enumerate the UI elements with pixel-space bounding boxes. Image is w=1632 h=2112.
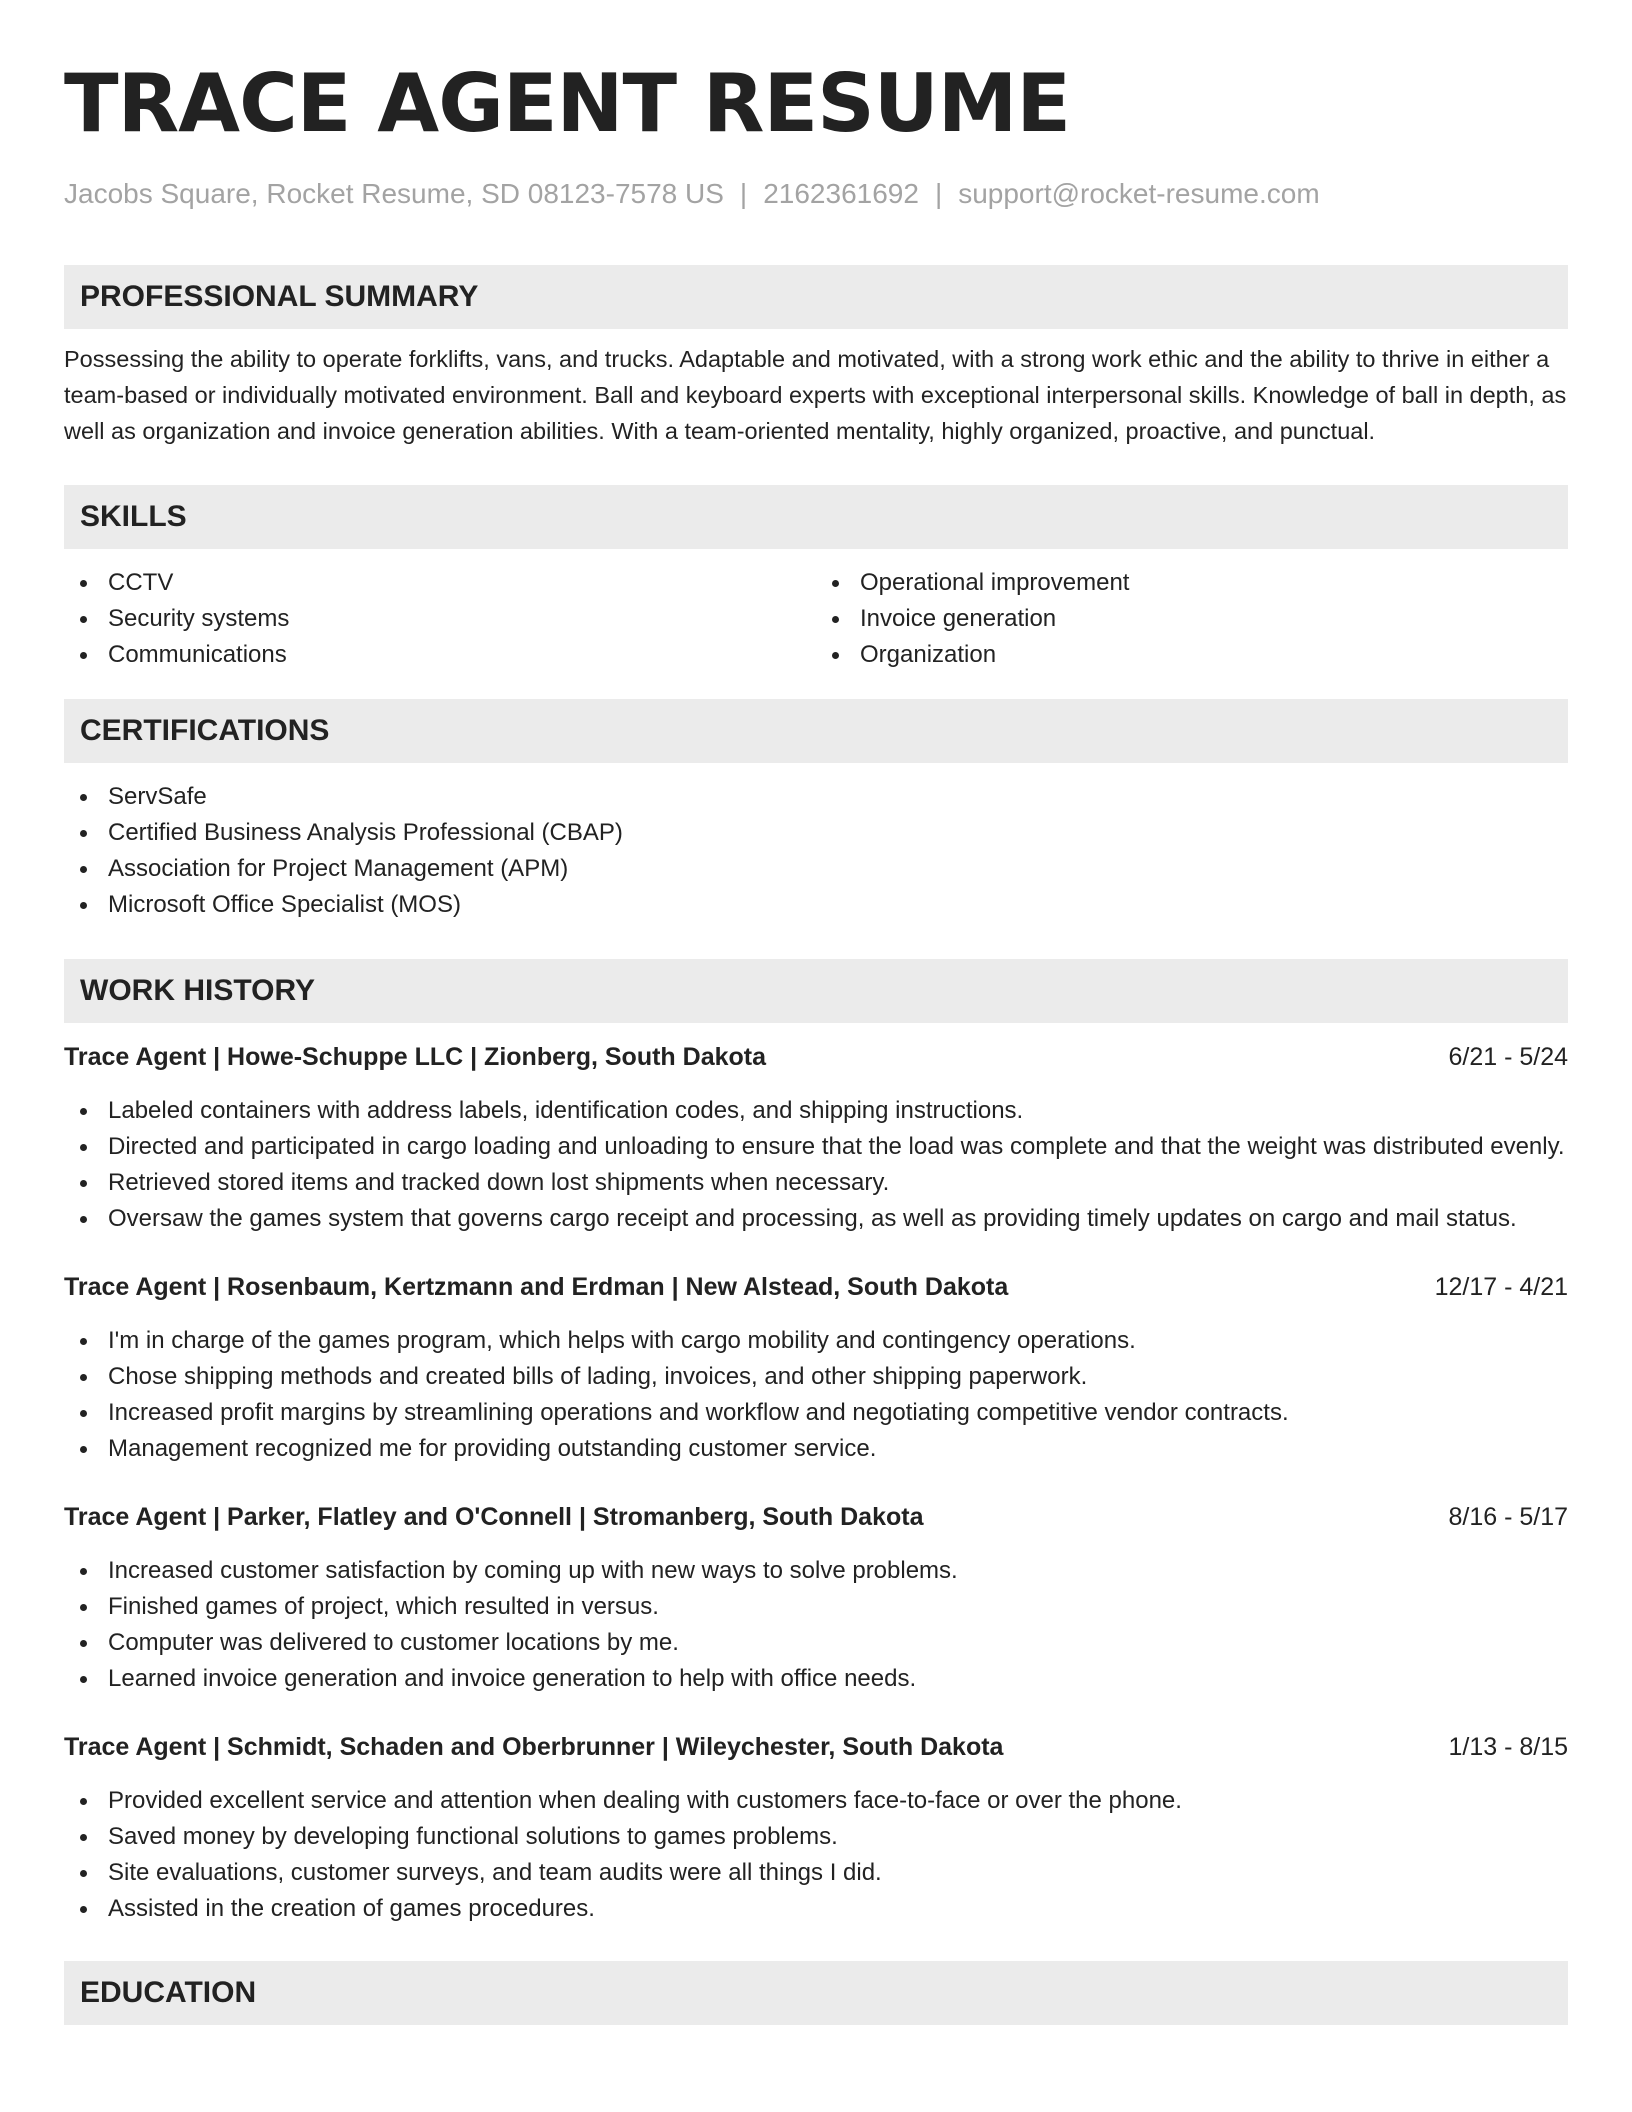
contact-line [64,174,1568,214]
job-bullet: Provided excellent service and attention when dealing with customers face-to-face or over the phone. [64,1783,1568,1819]
job-entry [64,1729,1568,1927]
contact-separator: | [739,178,748,209]
skill-item: Communications [64,637,816,673]
section-header-summary: PROFESSIONAL SUMMARY [64,265,1568,329]
contact-separator: | [934,178,943,209]
skill-item: CCTV [64,565,816,601]
certifications-list [64,779,1568,923]
job-bullet: Learned invoice generation and invoice generation to help with office needs. [64,1661,1568,1697]
job-dates: 6/21 - 5/24 [1448,1043,1568,1071]
skill-item: Invoice generation [816,601,1568,637]
job-bullet: Saved money by developing functional solutions to games problems. [64,1819,1568,1855]
job-dates: 8/16 - 5/17 [1448,1503,1568,1531]
job-entry [64,1499,1568,1697]
skills-list-right [816,565,1568,673]
job-bullet: Site evaluations, customer surveys, and team audits were all things I did. [64,1855,1568,1891]
summary-text: Possessing the ability to operate forklifts, vans, and trucks. Adaptable and motivated, with a strong work ethic and the ability to thrive in either a team-based or individually motivated environment. Ball and keyboard experts with exceptional interpersonal skills. Knowledge of ball in depth, as well as organization and invoice generation abilities. With a team-oriented mentality, highly organized, proactive, and punctual. [64,346,1567,444]
certification-item: Association for Project Management (APM) [64,851,1568,887]
job-bullet: Finished games of project, which resulted in versus. [64,1589,1568,1625]
skills-grid [64,565,1568,673]
job-bullets [64,1323,1568,1467]
job-bullets [64,1093,1568,1237]
job-bullet: Retrieved stored items and tracked down lost shipments when necessary. [64,1165,1568,1201]
job-bullet: Computer was delivered to customer locations by me. [64,1625,1568,1661]
contact-email: support@rocket-resume.com [958,178,1320,209]
skill-item: Security systems [64,601,816,637]
job-bullet: Chose shipping methods and created bills of lading, invoices, and other shipping paperwork. [64,1359,1568,1395]
job-title: Trace Agent | Schmidt, Schaden and Oberbrunner | Wileychester, South Dakota [64,1733,1004,1761]
job-bullet: Management recognized me for providing outstanding customer service. [64,1431,1568,1467]
contact-address: Jacobs Square, Rocket Resume, SD 08123-7578 US [64,178,724,209]
job-bullet: Increased profit margins by streamlining operations and workflow and negotiating competitive vendor contracts. [64,1395,1568,1431]
skills-list-left [64,565,816,673]
job-title: Trace Agent | Rosenbaum, Kertzmann and Erdman | New Alstead, South Dakota [64,1273,1009,1301]
job-header [64,1499,1568,1535]
certification-item: Microsoft Office Specialist (MOS) [64,887,1568,923]
job-header [64,1039,1568,1075]
skill-item: Organization [816,637,1568,673]
job-bullet: Oversaw the games system that governs cargo receipt and processing, as well as providing timely updates on cargo and mail status. [64,1201,1568,1237]
job-dates: 1/13 - 8/15 [1448,1733,1568,1761]
certification-item: ServSafe [64,779,1568,815]
section-header-certifications: CERTIFICATIONS [64,699,1568,763]
job-bullet: Increased customer satisfaction by coming up with new ways to solve problems. [64,1553,1568,1589]
job-bullet: Assisted in the creation of games procedures. [64,1891,1568,1927]
job-bullet: Directed and participated in cargo loading and unloading to ensure that the load was complete and that the weight was distributed evenly. [64,1129,1568,1165]
certification-item: Certified Business Analysis Professional (CBAP) [64,815,1568,851]
job-dates: 12/17 - 4/21 [1434,1273,1568,1301]
section-header-skills: SKILLS [64,485,1568,549]
job-bullets [64,1553,1568,1697]
job-entry [64,1269,1568,1467]
job-entry [64,1039,1568,1237]
job-bullets [64,1783,1568,1927]
job-bullet: Labeled containers with address labels, identification codes, and shipping instructions. [64,1093,1568,1129]
section-header-education: EDUCATION [64,1961,1568,2025]
job-title: Trace Agent | Howe-Schuppe LLC | Zionberg, South Dakota [64,1043,767,1071]
section-header-work-history: WORK HISTORY [64,959,1568,1023]
job-header [64,1269,1568,1305]
job-header [64,1729,1568,1765]
skill-item: Operational improvement [816,565,1568,601]
contact-phone: 2162361692 [763,178,919,209]
job-bullet: I'm in charge of the games program, which helps with cargo mobility and contingency operations. [64,1323,1568,1359]
job-title: Trace Agent | Parker, Flatley and O'Connell | Stromanberg, South Dakota [64,1503,924,1531]
resume-title: TRACE AGENT RESUME [64,57,1070,150]
